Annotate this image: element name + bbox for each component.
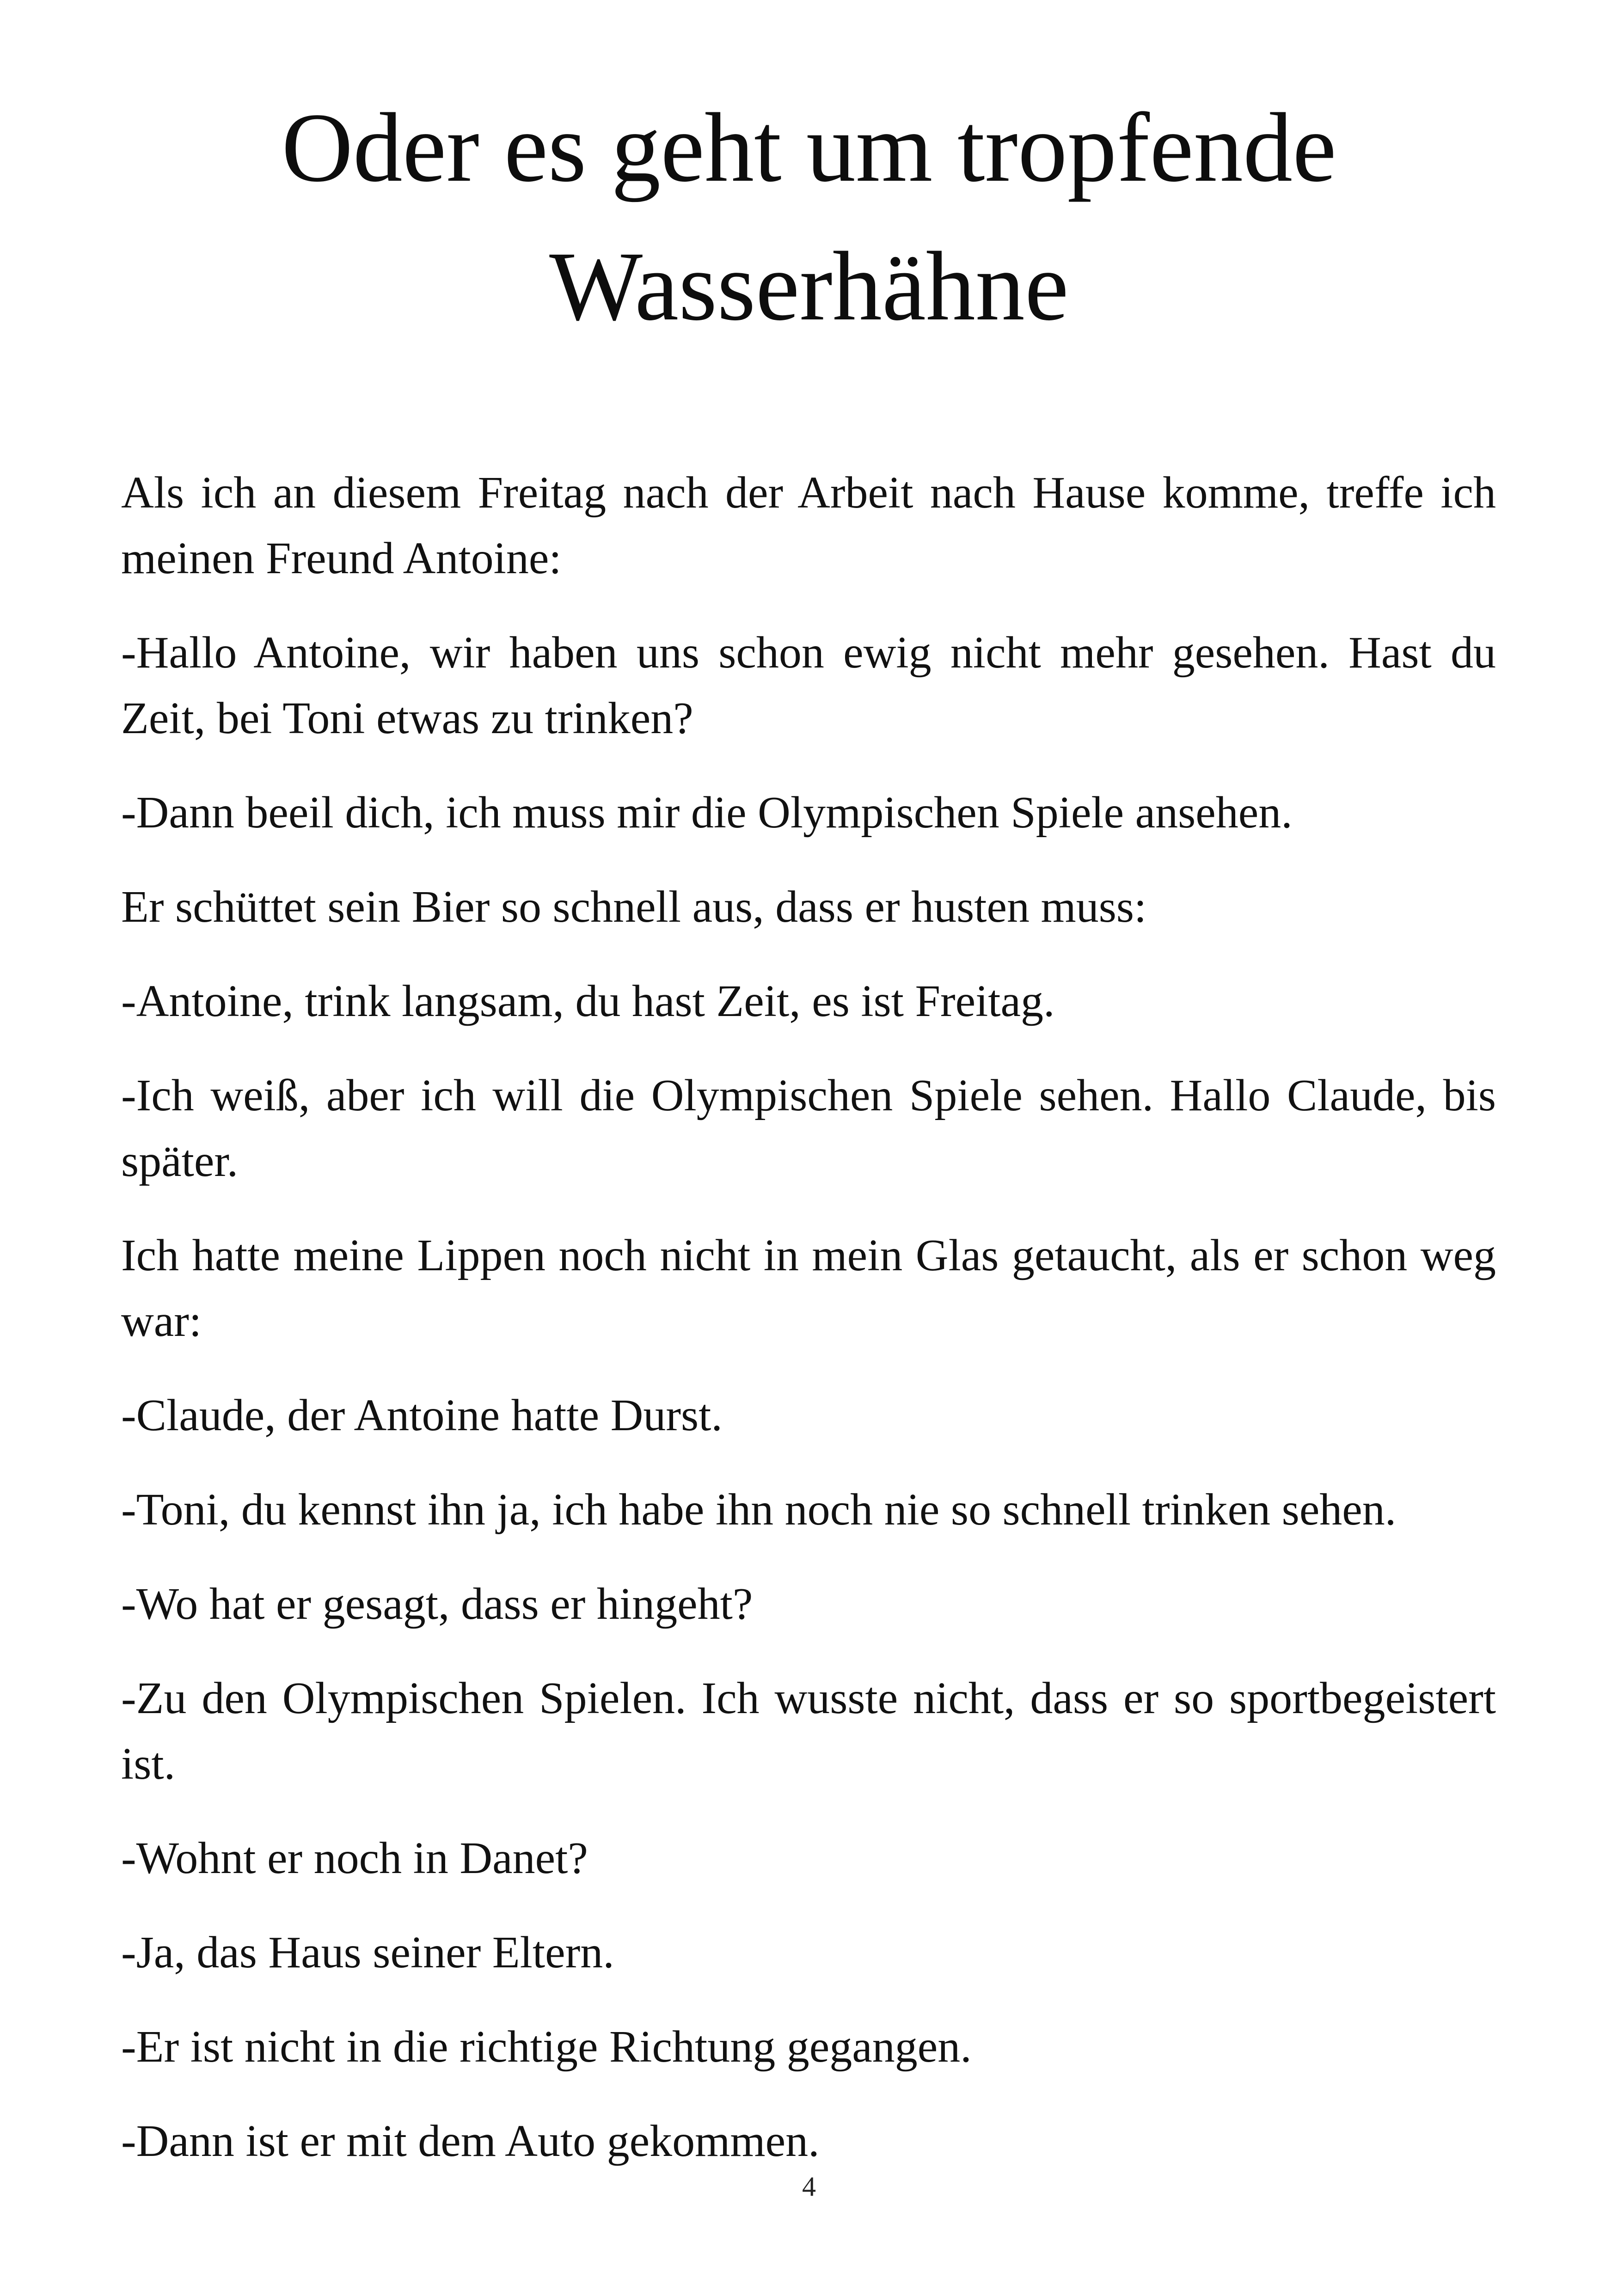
paragraph: -Hallo Antoine, wir haben uns schon ewig nicht mehr gesehen. Hast du Zeit, bei Toni etwas zu trinken?	[121, 628, 1496, 743]
paragraph: Er schüttet sein Bier so schnell aus, dass er husten muss:	[121, 882, 1147, 932]
body-text	[121, 460, 1496, 2203]
paragraph: -Dann ist er mit dem Auto gekommen.	[121, 2116, 820, 2166]
paragraph: Als ich an diesem Freitag nach der Arbeit nach Hause komme, treffe ich meinen Freund Antoine:	[121, 468, 1496, 583]
chapter-title-line-2: Wasserhähne	[549, 232, 1069, 341]
page-number: 4	[802, 2171, 816, 2202]
paragraph: -Dann beeil dich, ich muss mir die Olympischen Spiele ansehen.	[121, 788, 1293, 838]
chapter-title	[139, 79, 1479, 356]
paragraph: -Claude, der Antoine hatte Durst.	[121, 1390, 723, 1440]
paragraph: Ich hatte meine Lippen noch nicht in mein Glas getaucht, als er schon weg war:	[121, 1231, 1496, 1346]
paragraph: -Ja, das Haus seiner Eltern.	[121, 1928, 614, 1978]
paragraph: -Er ist nicht in die richtige Richtung gegangen.	[121, 2022, 972, 2072]
paragraph: -Wo hat er gesagt, dass er hingeht?	[121, 1579, 753, 1629]
paragraph: -Antoine, trink langsam, du hast Zeit, es ist Freitag.	[121, 976, 1055, 1026]
paragraph: -Wohnt er noch in Danet?	[121, 1833, 588, 1883]
chapter-title-line-1: Oder es geht um tropfende	[282, 93, 1336, 202]
paragraph: -Ich weiß, aber ich will die Olympischen Spiele sehen. Hallo Claude, bis später.	[121, 1071, 1496, 1186]
paragraph: -Zu den Olympischen Spielen. Ich wusste nicht, dass er so sportbegeistert ist.	[121, 1673, 1496, 1789]
paragraph: -Toni, du kennst ihn ja, ich habe ihn noch nie so schnell trinken sehen.	[121, 1485, 1397, 1535]
